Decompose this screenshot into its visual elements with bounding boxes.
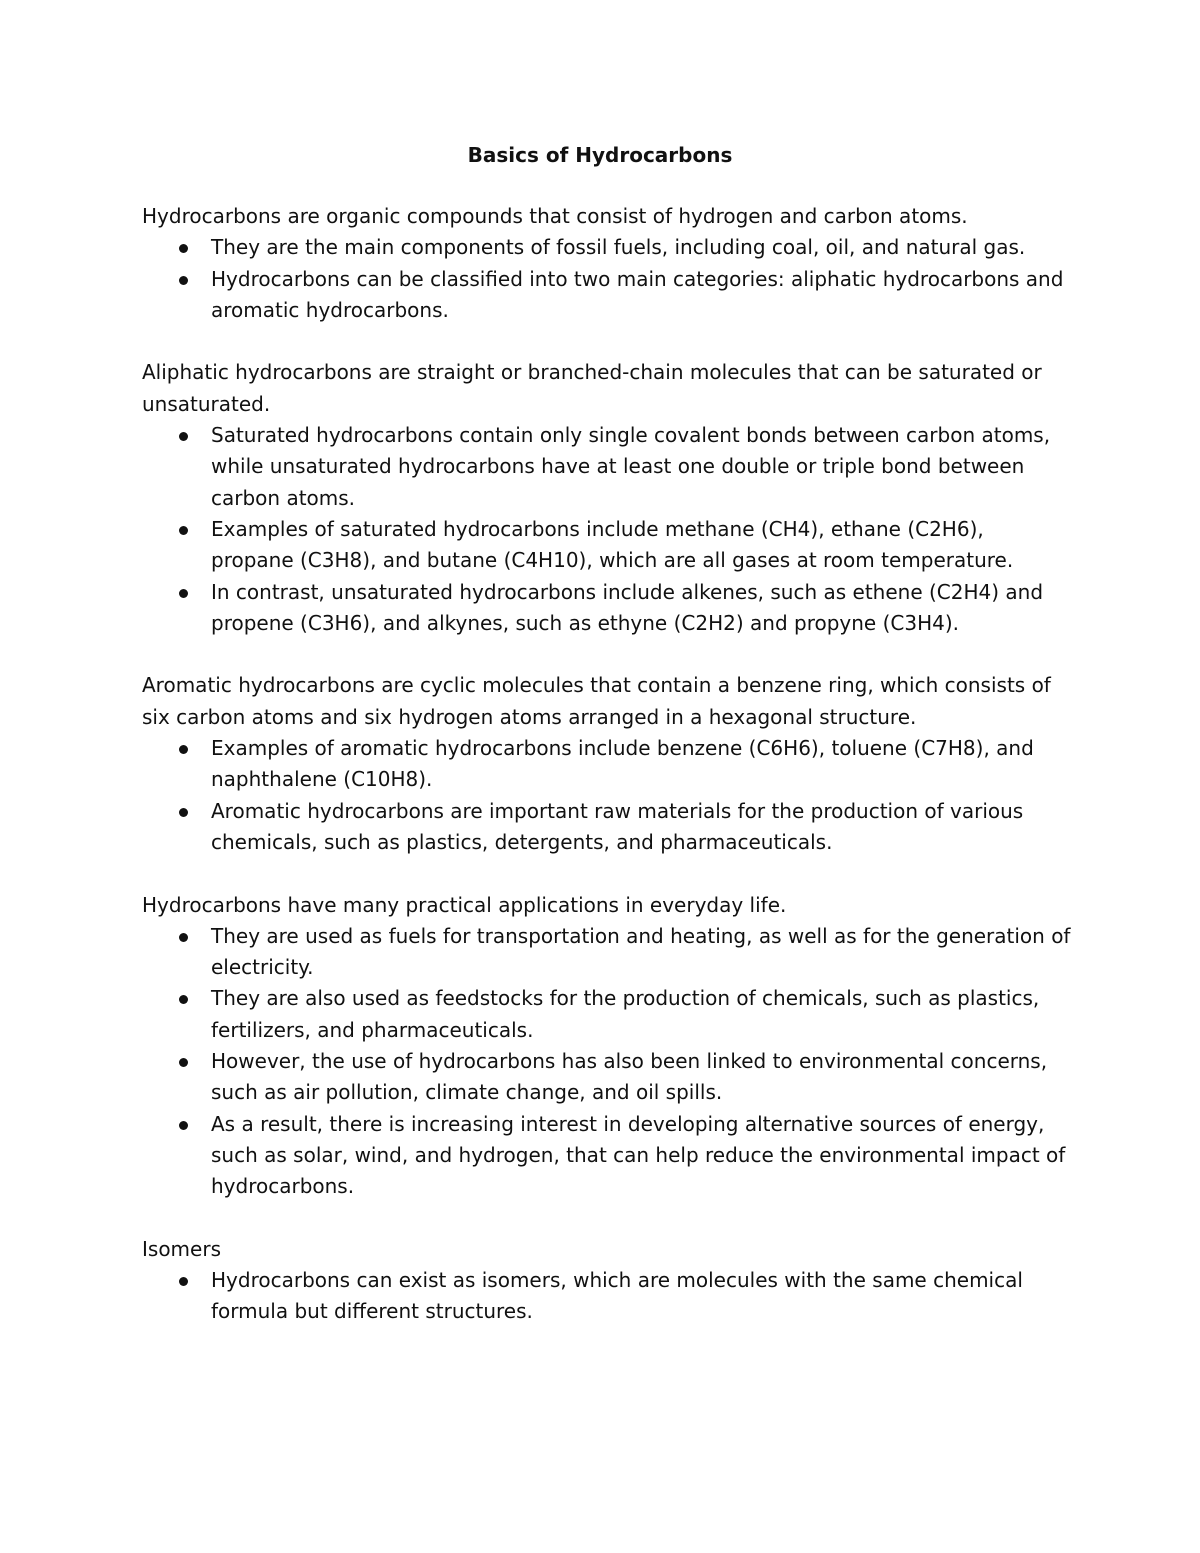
bullet-list bbox=[142, 232, 1072, 326]
list-item bbox=[211, 983, 1072, 1046]
list-item bbox=[211, 921, 1072, 984]
bullet-icon bbox=[179, 244, 188, 253]
section-intro: Aromatic hydrocarbons are cyclic molecules that contain a benzene ring, which consists of six carbon atoms and six hydrogen atoms arranged in a hexagonal structure. bbox=[142, 673, 1051, 729]
bullet-icon bbox=[179, 276, 188, 285]
list-item-text: They are also used as feedstocks for the production of chemicals, such as plastics, fertilizers, and pharmaceuticals. bbox=[211, 986, 1040, 1042]
list-item-text: As a result, there is increasing interest in developing alternative sources of energy, such as solar, wind, and hydrogen, that can help reduce the environmental impact of hydrocarbons. bbox=[211, 1111, 1066, 1199]
bullet-icon bbox=[179, 432, 188, 441]
list-item-text: They are the main components of fossil fuels, including coal, oil, and natural gas. bbox=[211, 235, 1026, 260]
list-item-text: Saturated hydrocarbons contain only single covalent bonds between carbon atoms, while unsaturated hydrocarbons have at least one double or triple bond between carbon atoms. bbox=[211, 423, 1051, 510]
list-item-text: Examples of saturated hydrocarbons include methane (CH4), ethane (C2H6), propane (C3H8), and butane (C4H10), which are all gases at room temperature. bbox=[211, 516, 1014, 573]
section-isomers bbox=[142, 1234, 1072, 1328]
list-item-text: Examples of aromatic hydrocarbons include benzene (C6H6), toluene (C7H8), and naphthalene (C10H8). bbox=[211, 736, 1034, 792]
bullet-icon bbox=[179, 808, 188, 817]
bullet-icon bbox=[179, 933, 188, 942]
section-applications bbox=[142, 890, 1072, 1203]
bullet-icon bbox=[179, 995, 188, 1004]
list-item bbox=[211, 420, 1072, 514]
list-item bbox=[211, 1046, 1072, 1109]
document-title: Basics of Hydrocarbons bbox=[467, 143, 733, 167]
list-item-text: In contrast, unsaturated hydrocarbons include alkenes, such as ethene (C2H4) and propene (C3H6), and alkynes, such as ethyne (C2H2) and propyne (C3H4). bbox=[211, 579, 1044, 635]
bullet-icon bbox=[179, 1058, 188, 1067]
list-item-text: Hydrocarbons can exist as isomers, which are molecules with the same chemical formula but different structures. bbox=[211, 1268, 1023, 1324]
section-intro: Hydrocarbons have many practical applications in everyday life. bbox=[142, 892, 787, 917]
bullet-icon bbox=[179, 745, 188, 754]
bullet-list bbox=[142, 420, 1072, 639]
bullet-list bbox=[142, 921, 1072, 1203]
bullet-list bbox=[142, 1265, 1072, 1328]
bullet-icon bbox=[179, 526, 188, 535]
list-item-text: However, the use of hydrocarbons has also been linked to environmental concerns, such as air pollution, climate change, and oil spills. bbox=[211, 1049, 1048, 1105]
list-item bbox=[211, 796, 1072, 859]
bullet-list bbox=[142, 733, 1072, 858]
list-item bbox=[211, 577, 1072, 640]
list-item bbox=[211, 1265, 1072, 1328]
list-item bbox=[211, 733, 1072, 796]
list-item bbox=[211, 514, 1072, 577]
section-aliphatic bbox=[142, 357, 1072, 639]
list-item bbox=[211, 232, 1072, 263]
section-aromatic bbox=[142, 670, 1072, 858]
bullet-icon bbox=[179, 589, 188, 598]
bullet-icon bbox=[179, 1121, 188, 1130]
section-heading: Isomers bbox=[142, 1236, 221, 1261]
section-intro: Aliphatic hydrocarbons are straight or branched-chain molecules that can be saturated or unsaturated. bbox=[142, 360, 1042, 416]
list-item-text: They are used as fuels for transportation and heating, as well as for the generation of electricity. bbox=[211, 923, 1071, 980]
section-overview bbox=[142, 201, 1072, 326]
list-item-text: Aromatic hydrocarbons are important raw materials for the production of various chemicals, such as plastics, detergents, and pharmaceuticals. bbox=[211, 798, 1024, 854]
list-item bbox=[211, 264, 1072, 327]
bullet-icon bbox=[179, 1277, 188, 1286]
list-item-text: Hydrocarbons can be classified into two main categories: aliphatic hydrocarbons and aromatic hydrocarbons. bbox=[211, 266, 1064, 322]
section-intro: Hydrocarbons are organic compounds that consist of hydrogen and carbon atoms. bbox=[142, 204, 968, 228]
document-body bbox=[142, 201, 1072, 1359]
list-item bbox=[211, 1109, 1072, 1203]
